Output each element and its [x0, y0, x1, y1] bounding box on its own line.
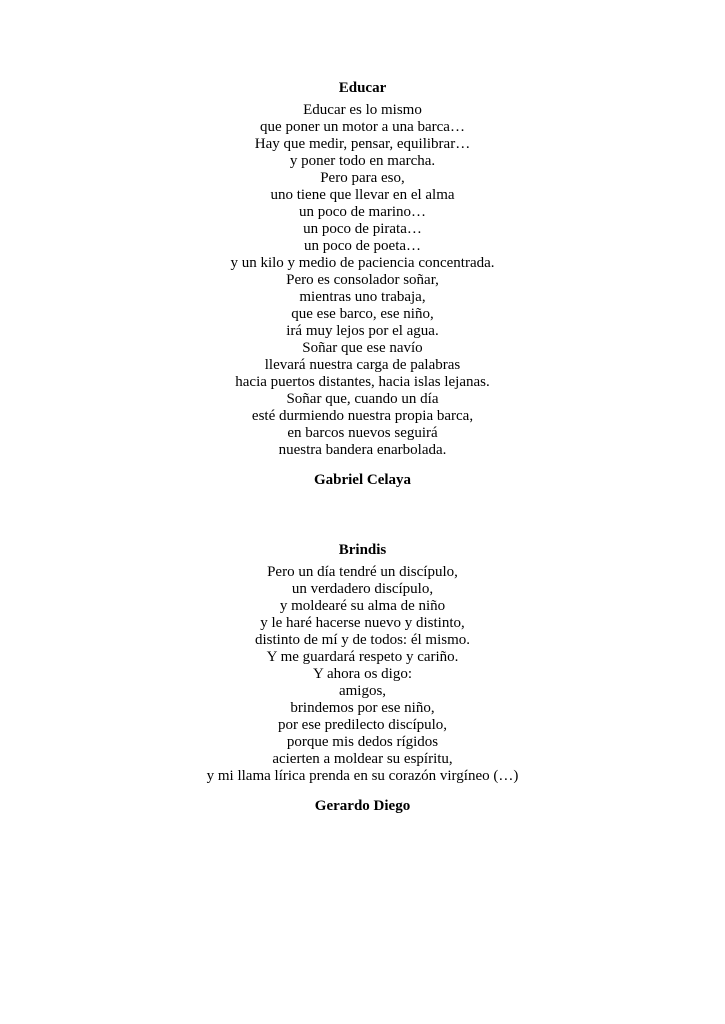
poem-line: irá muy lejos por el agua.: [286, 323, 439, 339]
poem-line: y moldearé su alma de niño: [279, 598, 446, 614]
poem-line: amigos,: [338, 683, 387, 699]
poem-line: distinto de mí y de todos: él mismo.: [255, 632, 470, 648]
poem-line: nuestra bandera enarbolada.: [278, 442, 447, 458]
poem-line: llevará nuestra carga de palabras: [264, 357, 461, 373]
poem-line: porque mis dedos rígidos: [286, 734, 439, 750]
poem-line: un poco de poeta…: [303, 238, 422, 254]
poem-body: [0, 564, 725, 785]
poem-title: Brindis: [338, 542, 387, 558]
poem-line: Soñar que ese navío: [302, 340, 423, 356]
poem-line: hacia puertos distantes, hacia islas lejanas.: [235, 374, 490, 390]
poem-body: [0, 102, 725, 459]
poem-line: Hay que medir, pensar, equilibrar…: [254, 136, 471, 152]
poem-line: y mi llama lírica prenda en su corazón virgíneo (…): [206, 768, 519, 784]
poem-author: Gabriel Celaya: [313, 472, 412, 488]
poem-title: Educar: [338, 80, 387, 96]
poem-author: Gerardo Diego: [314, 798, 411, 814]
poem-educar: [0, 79, 725, 489]
poem-brindis: [0, 541, 725, 815]
poem-line: por ese predilecto discípulo,: [277, 717, 448, 733]
poem-line: Pero un día tendré un discípulo,: [267, 564, 458, 580]
poem-line: un verdadero discípulo,: [291, 581, 434, 597]
poem-line: Pero es consolador soñar,: [286, 272, 439, 288]
poem-line: y poner todo en marcha.: [289, 153, 436, 169]
poem-line: Y ahora os digo:: [312, 666, 412, 682]
poem-line: Pero para eso,: [320, 170, 405, 186]
poem-line: un poco de pirata…: [303, 221, 422, 237]
poem-line: que poner un motor a una barca…: [260, 119, 465, 135]
poem-line: y le haré hacerse nuevo y distinto,: [260, 615, 465, 631]
poem-line: acierten a moldear su espíritu,: [272, 751, 453, 767]
poem-line: Educar es lo mismo: [303, 102, 422, 118]
poem-line: y un kilo y medio de paciencia concentrada.: [230, 255, 495, 271]
poem-line: mientras uno trabaja,: [299, 289, 426, 305]
poem-line: uno tiene que llevar en el alma: [270, 187, 455, 203]
poem-line: un poco de marino…: [298, 204, 427, 220]
poem-line: en barcos nuevos seguirá: [287, 425, 438, 441]
poem-line: esté durmiendo nuestra propia barca,: [251, 408, 474, 424]
poem-line: Y me guardará respeto y cariño.: [266, 649, 459, 665]
poem-line: brindemos por ese niño,: [290, 700, 435, 716]
poem-line: Soñar que, cuando un día: [286, 391, 439, 407]
poem-line: que ese barco, ese niño,: [291, 306, 434, 322]
